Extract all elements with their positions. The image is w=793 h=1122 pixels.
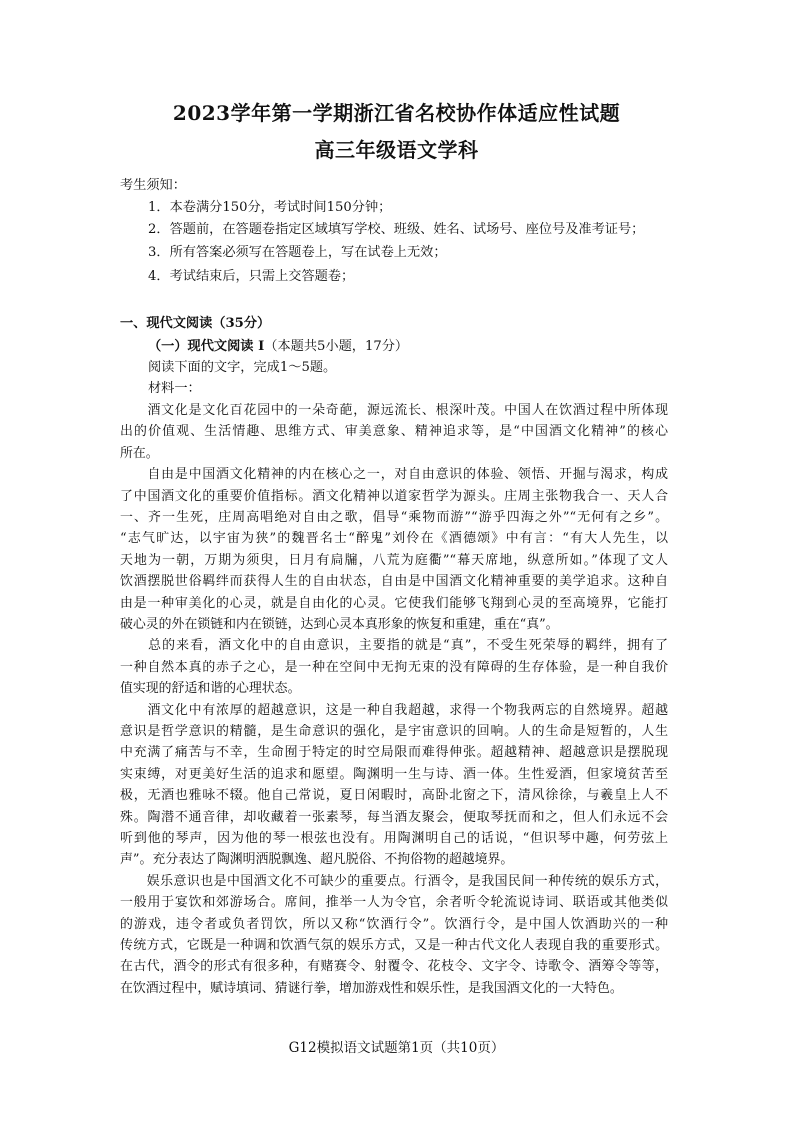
notice-item: 2．答题前，在答题卷指定区域填写学校、班级、姓名、试场号、座位号及准考证号； bbox=[148, 222, 645, 237]
passage-line: 自由是中国酒文化精神的内在核心之一，对自由意识的体验、领悟、开掘与渴求，构成 bbox=[120, 467, 668, 483]
passage-line: 的游戏，违令者或负者罚饮，所以又称“饮酒行令”。饮酒行令，是中国人饮酒助兴的一种 bbox=[120, 916, 668, 932]
passage-line: 出的价值观、生活情趣、思维方式、审美意象、精神追求等，是“中国酒文化精神”的核心 bbox=[120, 424, 668, 440]
passage-line: “志气旷达，以宇宙为狭”的魏晋名士“醉鬼”刘伶在《酒德颂》中有言：“有大人先生，以 bbox=[120, 531, 668, 547]
passage-line: 酒文化是文化百花园中的一朵奇葩，源远流长、根深叶茂。中国人在饮酒过程中所体现 bbox=[120, 403, 668, 418]
passage-line: 在古代，酒令的形式有很多种，有赌赛令、射覆令、花枝令、文字令、诗歌令、酒筹令等等， bbox=[120, 959, 668, 975]
passage-line: 传统方式，它既是一种调和饮酒气氛的娱乐方式，又是一种古代文化人表现自我的重要形式。 bbox=[120, 938, 668, 953]
notice-item: 1．本卷满分150分，考试时间150分钟； bbox=[148, 200, 392, 215]
passage-line: 总的来看，酒文化中的自由意识，主要指的就是“真”，不受生死荣辱的羁绊，拥有了 bbox=[120, 638, 668, 654]
passage-line: 中充满了痛苦与不幸，生命囿于特定的时空局限而难得伸张。超越精神、超越意识是摆脱现 bbox=[120, 745, 668, 761]
passage-line: 娱乐意识也是中国酒文化不可缺少的重要点。行酒令，是我国民间一种传统的娱乐方式， bbox=[120, 873, 668, 889]
section-title: 一、现代文阅读（35分） bbox=[120, 316, 271, 331]
passage-line: 极，无酒也雅咏不辍。他自己常说，夏日闲暇时，高卧北窗之下，清风徐徐，与羲皇上人不 bbox=[120, 788, 668, 804]
passage-line: 由是一种审美化的心灵，就是自由化的心灵。它使我们能够飞翔到心灵的至高境界，它能打 bbox=[120, 595, 668, 611]
notice-item: 4．考试结束后，只需上交答题卷； bbox=[148, 269, 355, 284]
page-footer: G12模拟语文试题第1页（共10页） bbox=[288, 1040, 505, 1056]
exam-subtitle: 高三年级语文学科 bbox=[314, 138, 479, 162]
passage-line: 酒文化中有浓厚的超越意识，这是一种自我超越，求得一个物我两忘的自然境界。超越 bbox=[120, 702, 668, 718]
passage-line: 破心灵的外在锁链和内在锁链，达到心灵本真形象的恢复和重建，重在“真”。 bbox=[120, 617, 559, 632]
passage-line: 一、齐一生死，庄周高唱绝对自由之歌，倡导“乘物而游”“游乎四海之外”“无何有之乡”。 bbox=[120, 510, 668, 525]
passage-line: 了中国酒文化的重要价值指标。酒文化精神以道家哲学为源头。庄周主张物我合一、天人合 bbox=[120, 488, 668, 504]
material-label: 材料一： bbox=[148, 381, 201, 396]
passage-line: 在饮酒过程中，赋诗填词、猜谜行拳，增加游戏性和娱乐性，是我国酒文化的一大特色。 bbox=[120, 980, 623, 996]
passage-line: 值实现的舒适和谐的心理状态。 bbox=[120, 681, 301, 697]
subsection-title bbox=[148, 339, 408, 355]
passage-line: 声”。充分表达了陶渊明洒脱飘逸、超凡脱俗、不拘俗物的超越境界。 bbox=[120, 852, 514, 868]
passage-line: 饮酒摆脱世俗羁绊而获得人生的自由状态，自由是中国酒文化精神重要的美学追求。这种自 bbox=[120, 574, 668, 590]
exam-title: 2023学年第一学期浙江省名校协作体适应性试题 bbox=[172, 101, 621, 125]
passage-line: 意识是哲学意识的精髓，是生命意识的强化，是宇宙意识的回响。人的生命是短暂的，人生 bbox=[120, 724, 668, 739]
passage-line: 一种自然本真的赤子之心，是一种在空间中无拘无束的没有障碍的生存体验，是一种自我价 bbox=[120, 659, 668, 675]
passage-line: 实束缚，对更美好生活的追求和愿望。陶渊明一生与诗、酒一体。生性爱酒，但家境贫苦至 bbox=[120, 766, 668, 782]
subsection-title-bold: （一）现代文阅读 I bbox=[148, 339, 265, 354]
subsection-title-rest: （本题共5小题，17分） bbox=[264, 339, 409, 354]
notice-item: 3．所有答案必须写在答题卷上，写在试卷上无效； bbox=[148, 245, 447, 260]
passage-line: 听到他的琴声，因为他的琴一根弦也没有。用陶渊明自己的话说，“但识琴中趣，何劳弦上 bbox=[120, 831, 668, 846]
passage-line: 一般用于宴饮和郊游场合。席间，推举一人为令官，余者听令轮流说诗词、联语或其他类似 bbox=[120, 895, 668, 911]
passage-line: 天地为一朝，万期为须臾，日月有扃牖，八荒为庭衢”“幕天席地，纵意所如。”体现了文人 bbox=[120, 552, 668, 568]
notice-heading: 考生须知： bbox=[120, 178, 186, 193]
reading-instruction: 阅读下面的文字，完成1～5题。 bbox=[148, 360, 337, 375]
passage-line: 殊。陶潜不通音律，却收藏着一张素琴，每当酒友聚会，便取琴抚而和之，但人们永远不会 bbox=[120, 809, 668, 825]
passage-line: 所在。 bbox=[120, 445, 159, 461]
